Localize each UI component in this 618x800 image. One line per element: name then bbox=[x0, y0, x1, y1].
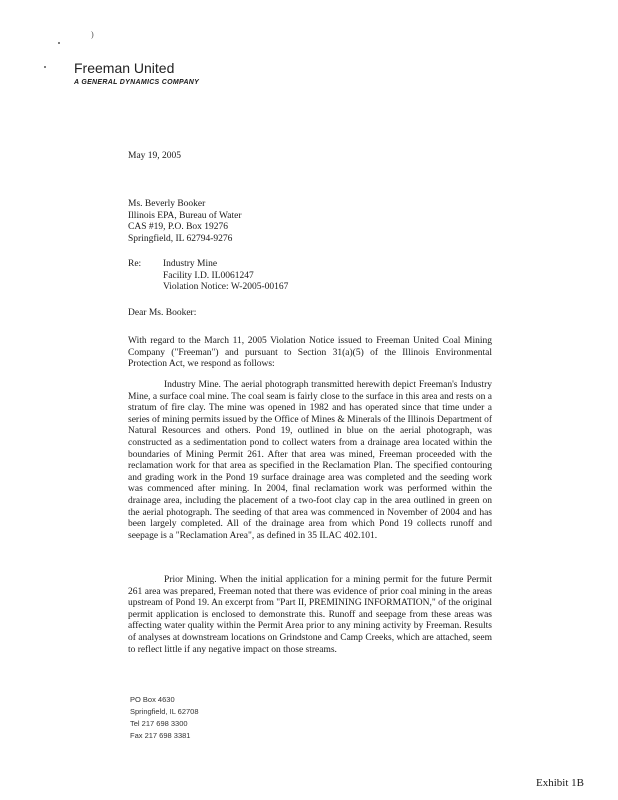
intro-paragraph: With regard to the March 11, 2005 Violation Notice issued to Freeman United Coal Mining Company ("Freeman") and pursuant to Section 31(a)(5) of the Illinois Environmental Protection Act, we respond as follows: bbox=[128, 336, 492, 370]
prior-mining-body: When the initial application for a mining permit for the future Permit 261 area was prepared, Freeman noted that there was evidence of prior coal mining in the areas upstream of Pond 19. An excerpt from "Part II, PREMINING INFORMATION," of the original permit application is enclosed to demonstrate this. Runoff and seepage from these areas was affecting water quality within the Permit Area prior to any mining activity by Freeman. Results of analyses at downstream locations on Grindstone and Camp Creeks, which are attached, seem to reflect little if any negative impact on those streams. bbox=[128, 575, 492, 655]
scan-speck bbox=[44, 66, 46, 68]
recipient-line: Springfield, IL 62794-9276 bbox=[128, 233, 233, 244]
recipient-line: Illinois EPA, Bureau of Water bbox=[128, 210, 242, 221]
prior-mining-paragraph bbox=[128, 575, 492, 656]
footer-line: Fax 217 698 3381 bbox=[130, 731, 191, 740]
company-tagline: A GENERAL DYNAMICS COMPANY bbox=[74, 79, 200, 86]
industry-mine-paragraph bbox=[128, 380, 492, 542]
prior-mining-heading: Prior Mining. bbox=[164, 575, 217, 585]
re-block bbox=[163, 259, 288, 294]
recipient-line: Ms. Beverly Booker bbox=[128, 199, 206, 209]
re-line: Industry Mine bbox=[163, 259, 218, 269]
exhibit-label: Exhibit 1B bbox=[536, 777, 584, 789]
recipient-address bbox=[128, 199, 242, 245]
footer-line: Springfield, IL 62708 bbox=[130, 707, 199, 716]
re-line: Violation Notice: W-2005-00167 bbox=[163, 282, 289, 293]
recipient-line: CAS #19, P.O. Box 19276 bbox=[128, 222, 229, 233]
letter-date: May 19, 2005 bbox=[128, 151, 182, 161]
re-label: Re: bbox=[128, 259, 142, 269]
industry-mine-body: The aerial photograph transmitted herewith depict Freeman's Industry Mine, a surface coal mine. The coal seam is fairly close to the surface in this area and rests on a stratum of fire clay. The mine was opened in 1982 and has operated since that time under a series of mining permits issued by the Office of Mines & Minerals of the Illinois Department of Natural Resources and others. Pond 19, outlined in blue on the aerial photograph, was constructed as a sedimentation pond to collect waters from a drainage area located within the boundaries of Mining Permit 261. After that area was mined, Freeman proceeded with the reclamation work for that area as specified in the Reclamation Plan. The specified contouring and grading work in the Pond 19 surface drainage area was completed and the seeding work was commenced after mining. In 2004, final reclamation work was performed within the drainage area, including the placement of a two-foot clay cap in the area outlined in green on the aerial photograph. The seeding of that area was commenced in November of 2004 and has been largely completed. All of the drainage area from which Pond 19 collects runoff and seepage is a "Reclamation Area", as defined in 35 ILAC 402.101. bbox=[128, 380, 492, 541]
footer-line: Tel 217 698 3300 bbox=[130, 719, 188, 728]
company-logo-name: Freeman United bbox=[74, 60, 175, 76]
industry-mine-heading: Industry Mine. bbox=[164, 380, 221, 390]
footer-line: PO Box 4630 bbox=[130, 695, 175, 704]
re-line: Facility I.D. IL0061247 bbox=[163, 270, 254, 281]
salutation: Dear Ms. Booker: bbox=[128, 308, 197, 318]
scan-speck bbox=[58, 42, 60, 44]
scan-mark: ) bbox=[91, 30, 94, 39]
company-contact-footer bbox=[130, 694, 199, 742]
